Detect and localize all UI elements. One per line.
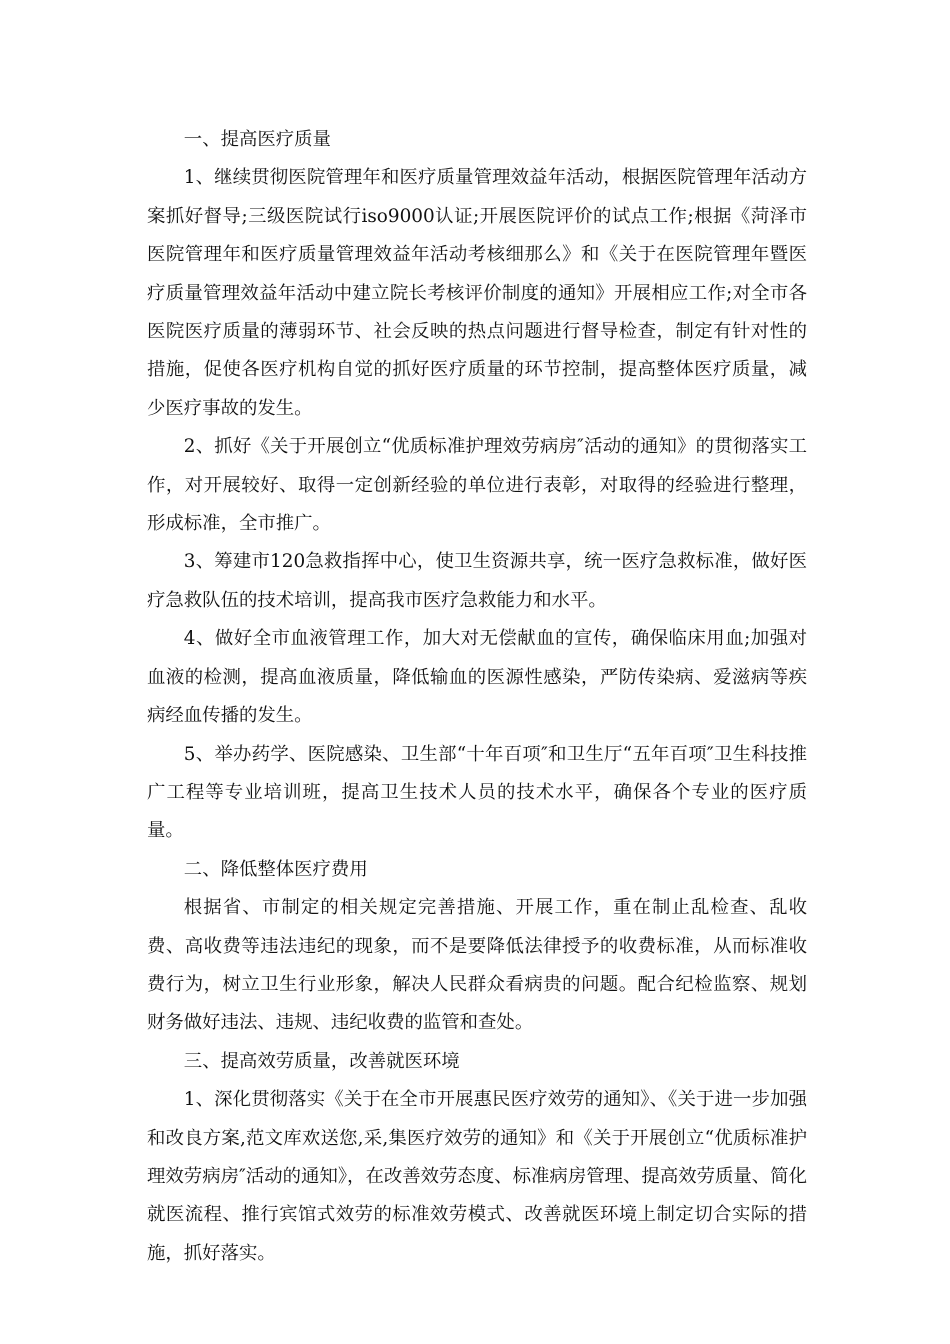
document-page [147, 121, 807, 1273]
paragraph-1-2: 2、抓好《关于开展创立“优质标准护理效劳病房″活动的通知》的贯彻落实工作，对开展较好、取得一定创新经验的单位进行表彰，对取得的经验进行整理，形成标准，全市推广。 [147, 436, 807, 535]
paragraph-1-4: 4、做好全市血液管理工作，加大对无偿献血的宣传，确保临床用血;加强对血液的检测，提高血液质量，降低输血的医源性感染，严防传染病、爱滋病等疾病经血传播的发生。 [147, 628, 807, 727]
paragraph-2-1: 根据省、市制定的相关规定完善措施、开展工作，重在制止乱检查、乱收费、高收费等违法违纪的现象，而不是要降低法律授予的收费标准，从而标准收费行为，树立卫生行业形象，解决人民群众看病贵的问题。配合纪检监察、规划财务做好违法、违规、违纪收费的监管和查处。 [147, 897, 807, 1034]
section-heading-2: 二、降低整体医疗费用 [183, 858, 368, 880]
paragraph-1-1: 1、继续贯彻医院管理年和医疗质量管理效益年活动，根据医院管理年活动方案抓好督导;三级医院试行iso9000认证;开展医院评价的试点工作;根据《菏泽市医院管理年和医疗质量管理效益年活动考核细那么》和《关于在医院管理年暨医疗质量管理效益年活动中建立院长考核评价制度的通知》开展相应工作;对全市各医院医疗质量的薄弱环节、社会反映的热点问题进行督导检查，制定有针对性的措施，促使各医疗机构自觉的抓好医疗质量的环节控制，提高整体医疗质量，减少医疗事故的发生。 [147, 167, 807, 419]
paragraph-3-1: 1、深化贯彻落实《关于在全市开展惠民医疗效劳的通知》、《关于进一步加强和改良方案,范文库欢送您,采,集医疗效劳的通知》和《关于开展创立“优质标准护理效劳病房″活动的通知》，在改善效劳态度、标准病房管理、提高效劳质量、简化就医流程、推行宾馆式效劳的标准效劳模式、改善就医环境上制定切合实际的措施，抓好落实。 [147, 1089, 807, 1264]
section-heading-1: 一、提高医疗质量 [183, 129, 331, 150]
paragraph-1-3: 3、筹建市120急救指挥中心，使卫生资源共享，统一医疗急救标准，做好医疗急救队伍的技术培训，提高我市医疗急救能力和水平。 [147, 551, 807, 611]
paragraph-1-5: 5、举办药学、医院感染、卫生部“十年百项″和卫生厅“五年百项″卫生科技推广工程等专业培训班，提高卫生技术人员的技术水平，确保各个专业的医疗质量。 [147, 743, 807, 842]
section-heading-3: 三、提高效劳质量，改善就医环境 [183, 1050, 460, 1072]
